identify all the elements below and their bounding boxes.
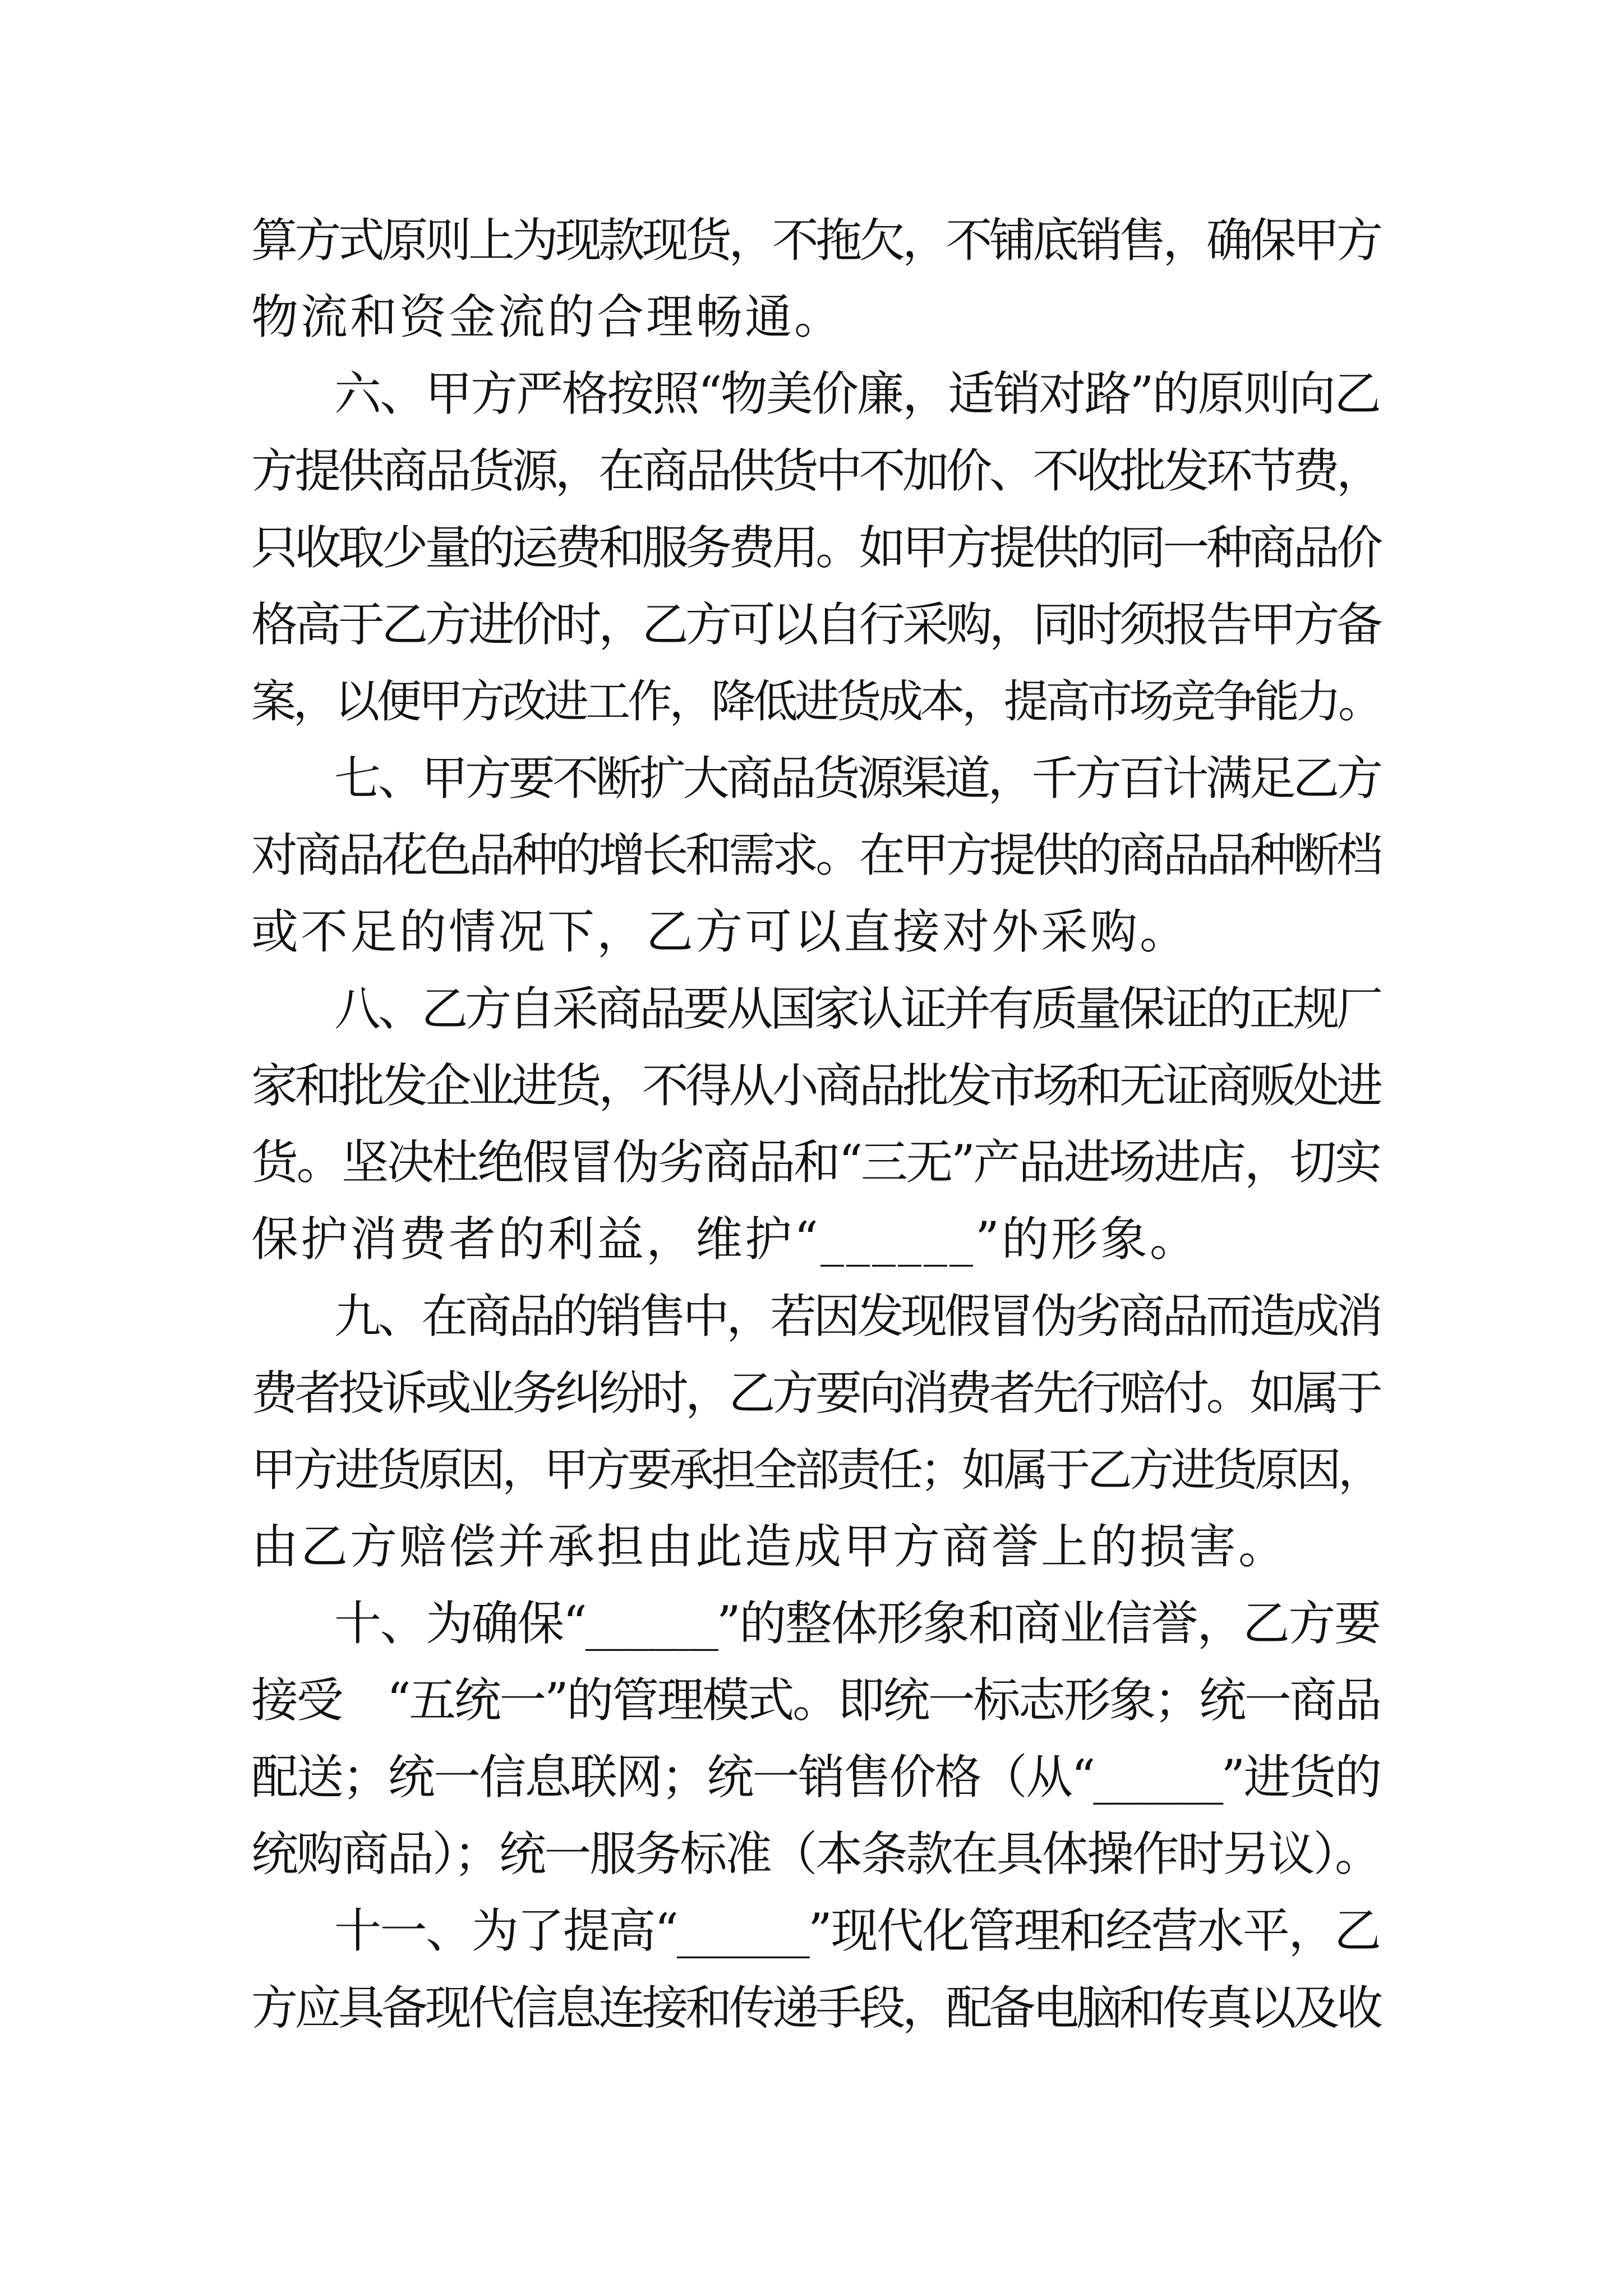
text-line: 保护消费者的利益，维护“______”的形象。 xyxy=(251,1212,1199,1267)
clause-7-first-line: 七、甲方要不断扩大商品货源渠道，千方百计满足乙方 xyxy=(334,751,1380,806)
clause-11-first-line: 十一、为了提高“______”现代化管理和经营水平，乙 xyxy=(334,1903,1380,1958)
text-line: 由乙方赔偿并承担由此造成甲方商誉上的损害。 xyxy=(251,1519,1288,1574)
text-line: 接受 “五统一”的管理模式。即统一标志形象；统一商品 xyxy=(251,1673,1380,1728)
text-line: 算方式原则上为现款现货，不拖欠，不铺底销售，确保甲方 xyxy=(251,213,1380,268)
text-line: 甲方进货原因，甲方要承担全部责任；如属于乙方进货原因， xyxy=(251,1444,1380,1496)
text-line: 费者投诉或业务纠纷时，乙方要向消费者先行赔付。如属于 xyxy=(251,1366,1380,1420)
clause-6-first-line: 六、甲方严格按照“物美价廉，适销对路”的原则向乙 xyxy=(334,366,1380,421)
text-line: 格高于乙方进价时，乙方可以自行采购，同时须报告甲方备 xyxy=(251,597,1380,652)
text-line: 只收取少量的运费和服务费用。如甲方提供的同一种商品价 xyxy=(251,521,1380,575)
text-line: 对商品花色品种的增长和需求。在甲方提供的商品品种断档 xyxy=(251,828,1380,882)
text-line: 统购商品）；统一服务标准（本条款在具体操作时另议）。 xyxy=(251,1826,1380,1881)
text-line: 方应具备现代信息连接和传递手段，配备电脑和传真以及收 xyxy=(251,1981,1380,2035)
text-line: 或不足的情况下，乙方可以直接对外采购。 xyxy=(251,904,1189,959)
text-line: 物流和资金流的合理畅通。 xyxy=(251,289,844,344)
text-line: 方提供商品货源，在商品供货中不加价、不收批发环节费， xyxy=(251,444,1380,498)
document-body xyxy=(251,202,1380,2046)
text-line: 货。坚决杜绝假冒伪劣商品和“三无”产品进场进店，切实 xyxy=(251,1135,1380,1190)
text-line: 案，以便甲方改进工作，降低进货成本，提高市场竞争能力。 xyxy=(251,675,1380,728)
text-line: 家和批发企业进货，不得从小商品批发市场和无证商贩处进 xyxy=(251,1059,1380,1113)
clause-8-first-line: 八、乙方自采商品要从国家认证并有质量保证的正规厂 xyxy=(334,982,1380,1036)
clause-10-first-line: 十、为确保“______”的整体形象和商业信誉，乙方要 xyxy=(334,1596,1380,1651)
text-line: 配送；统一信息联网；统一销售价格（从“______”进货的 xyxy=(251,1750,1380,1805)
clause-9-first-line: 九、在商品的销售中，若因发现假冒伪劣商品而造成消 xyxy=(334,1289,1380,1343)
